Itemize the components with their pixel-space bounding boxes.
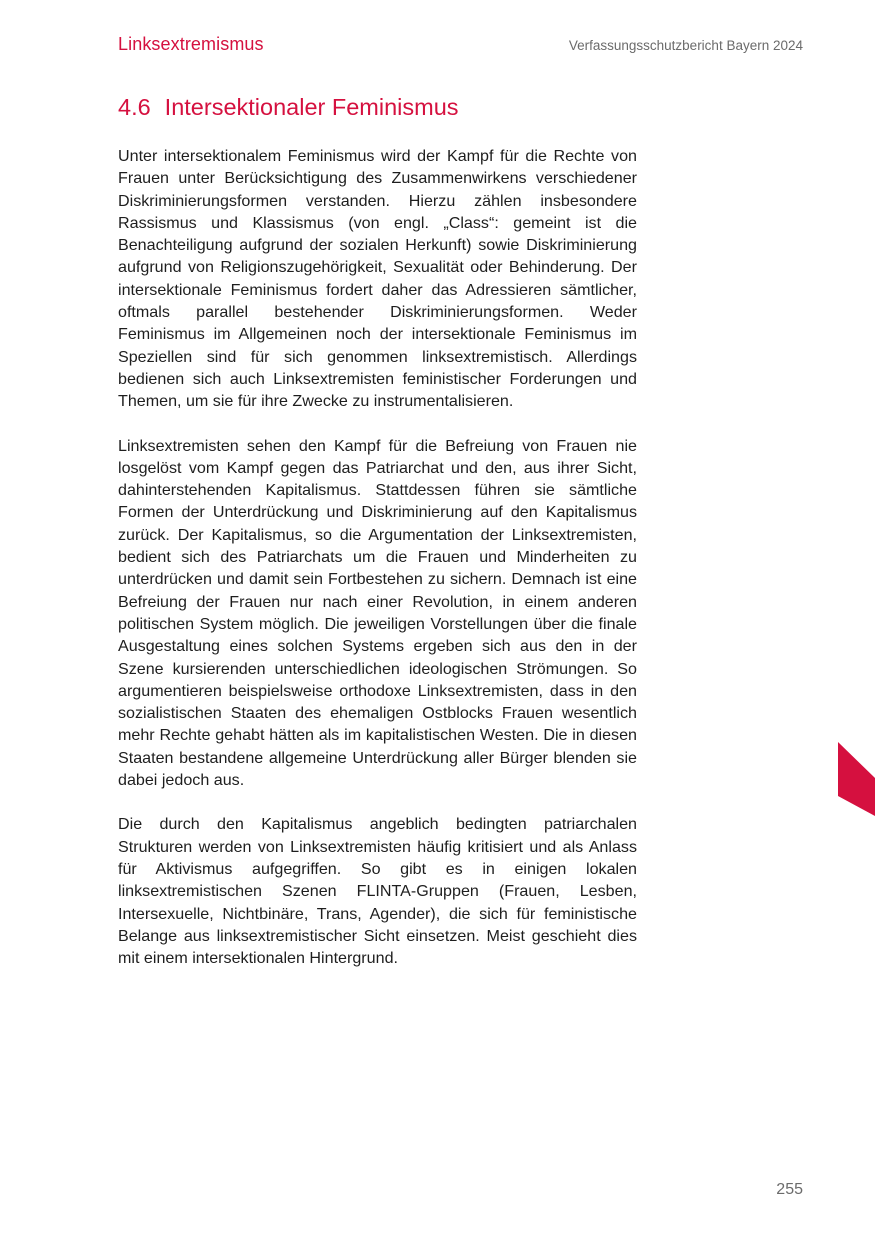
paragraph-1: Unter intersektionalem Feminismus wird der Kampf für die Rechte von Frauen unter Berücksichtigung des Zusammenwirkens verschiedener Diskriminierungsformen verstanden. Hierzu zählen insbesondere Rassismus und Klassismus (von engl. „Class“: gemeint ist die Benachteiligung aufgrund der sozialen Herkunft) sowie Diskriminierung aufgrund von Religionszugehörigkeit, Sexualität oder Behinderung. Der intersektionale Feminismus fordert daher das Adressieren sämtlicher, oftmals parallel bestehender Diskriminierungsformen. Weder Feminismus im Allgemeinen noch der intersektionale Feminismus im Speziellen sind für sich genommen linksextremistisch. Allerdings bedienen sich auch Linksextremisten feministischer Forderungen und Themen, um sie für ihre Zwecke zu instrumentalisieren. <box>118 147 637 411</box>
page-number: 255 <box>776 1181 803 1198</box>
running-head-chapter: Linksextremismus <box>118 34 264 54</box>
paragraph-2: Linksextremisten sehen den Kampf für die Befreiung von Frauen nie losgelöst vom Kampf gegen das Patriarchat und den, aus ihrer Sicht, dahinterstehenden Kapitalismus. Stattdessen führen sie sämtliche Formen der Unterdrückung und Diskriminierung auf den Kapitalismus zurück. Der Kapitalismus, so die Argumentation der Linksextremisten, bedient sich des Patriarchats um die Frauen und Minderheiten zu unterdrücken und damit sein Fortbestehen zu sichern. Demnach ist eine Befreiung der Frauen nur nach einer Revolution, in einem anderen politischen System möglich. Die jeweiligen Vorstellungen über die finale Ausgestaltung eines solchen Systems ergeben sich aus den in der Szene kursierenden unterschiedlichen ideologischen Strömungen. So argumentieren beispielsweise orthodoxe Linksextremisten, dass in den sozialistischen Staaten des ehemaligen Ostblocks Frauen wesentlich mehr Rechte gehabt hätten als im kapitalistischen Westen. Die in diesen Staaten bestandene allgemeine Unterdrückung aller Bürger blenden sie dabei jedoch aus. <box>118 436 637 790</box>
body-text <box>118 145 637 991</box>
paragraph-3: Die durch den Kapitalismus angeblich bedingten patriarchalen Strukturen werden von Linksextremisten häufig kritisiert und als Anlass für Aktivismus aufgegriffen. So gibt es in einigen lokalen linksextremistischen Szenen FLINTA-Gruppen (Frauen, Lesben, Intersexuelle, Nichtbinäre, Trans, Agender), die sich für feministische Belange aus linksextremistischer Sicht einsetzen. Meist geschieht dies mit einem intersektionalen Hintergrund. <box>118 815 637 968</box>
section-title: Intersektionaler Feminismus <box>164 94 459 120</box>
chapter-thumb-tab <box>838 742 875 816</box>
section-number: 4.6 <box>118 94 151 120</box>
running-head-publication: Verfassungsschutzbericht Bayern 2024 <box>568 38 803 53</box>
section-heading <box>118 94 459 121</box>
